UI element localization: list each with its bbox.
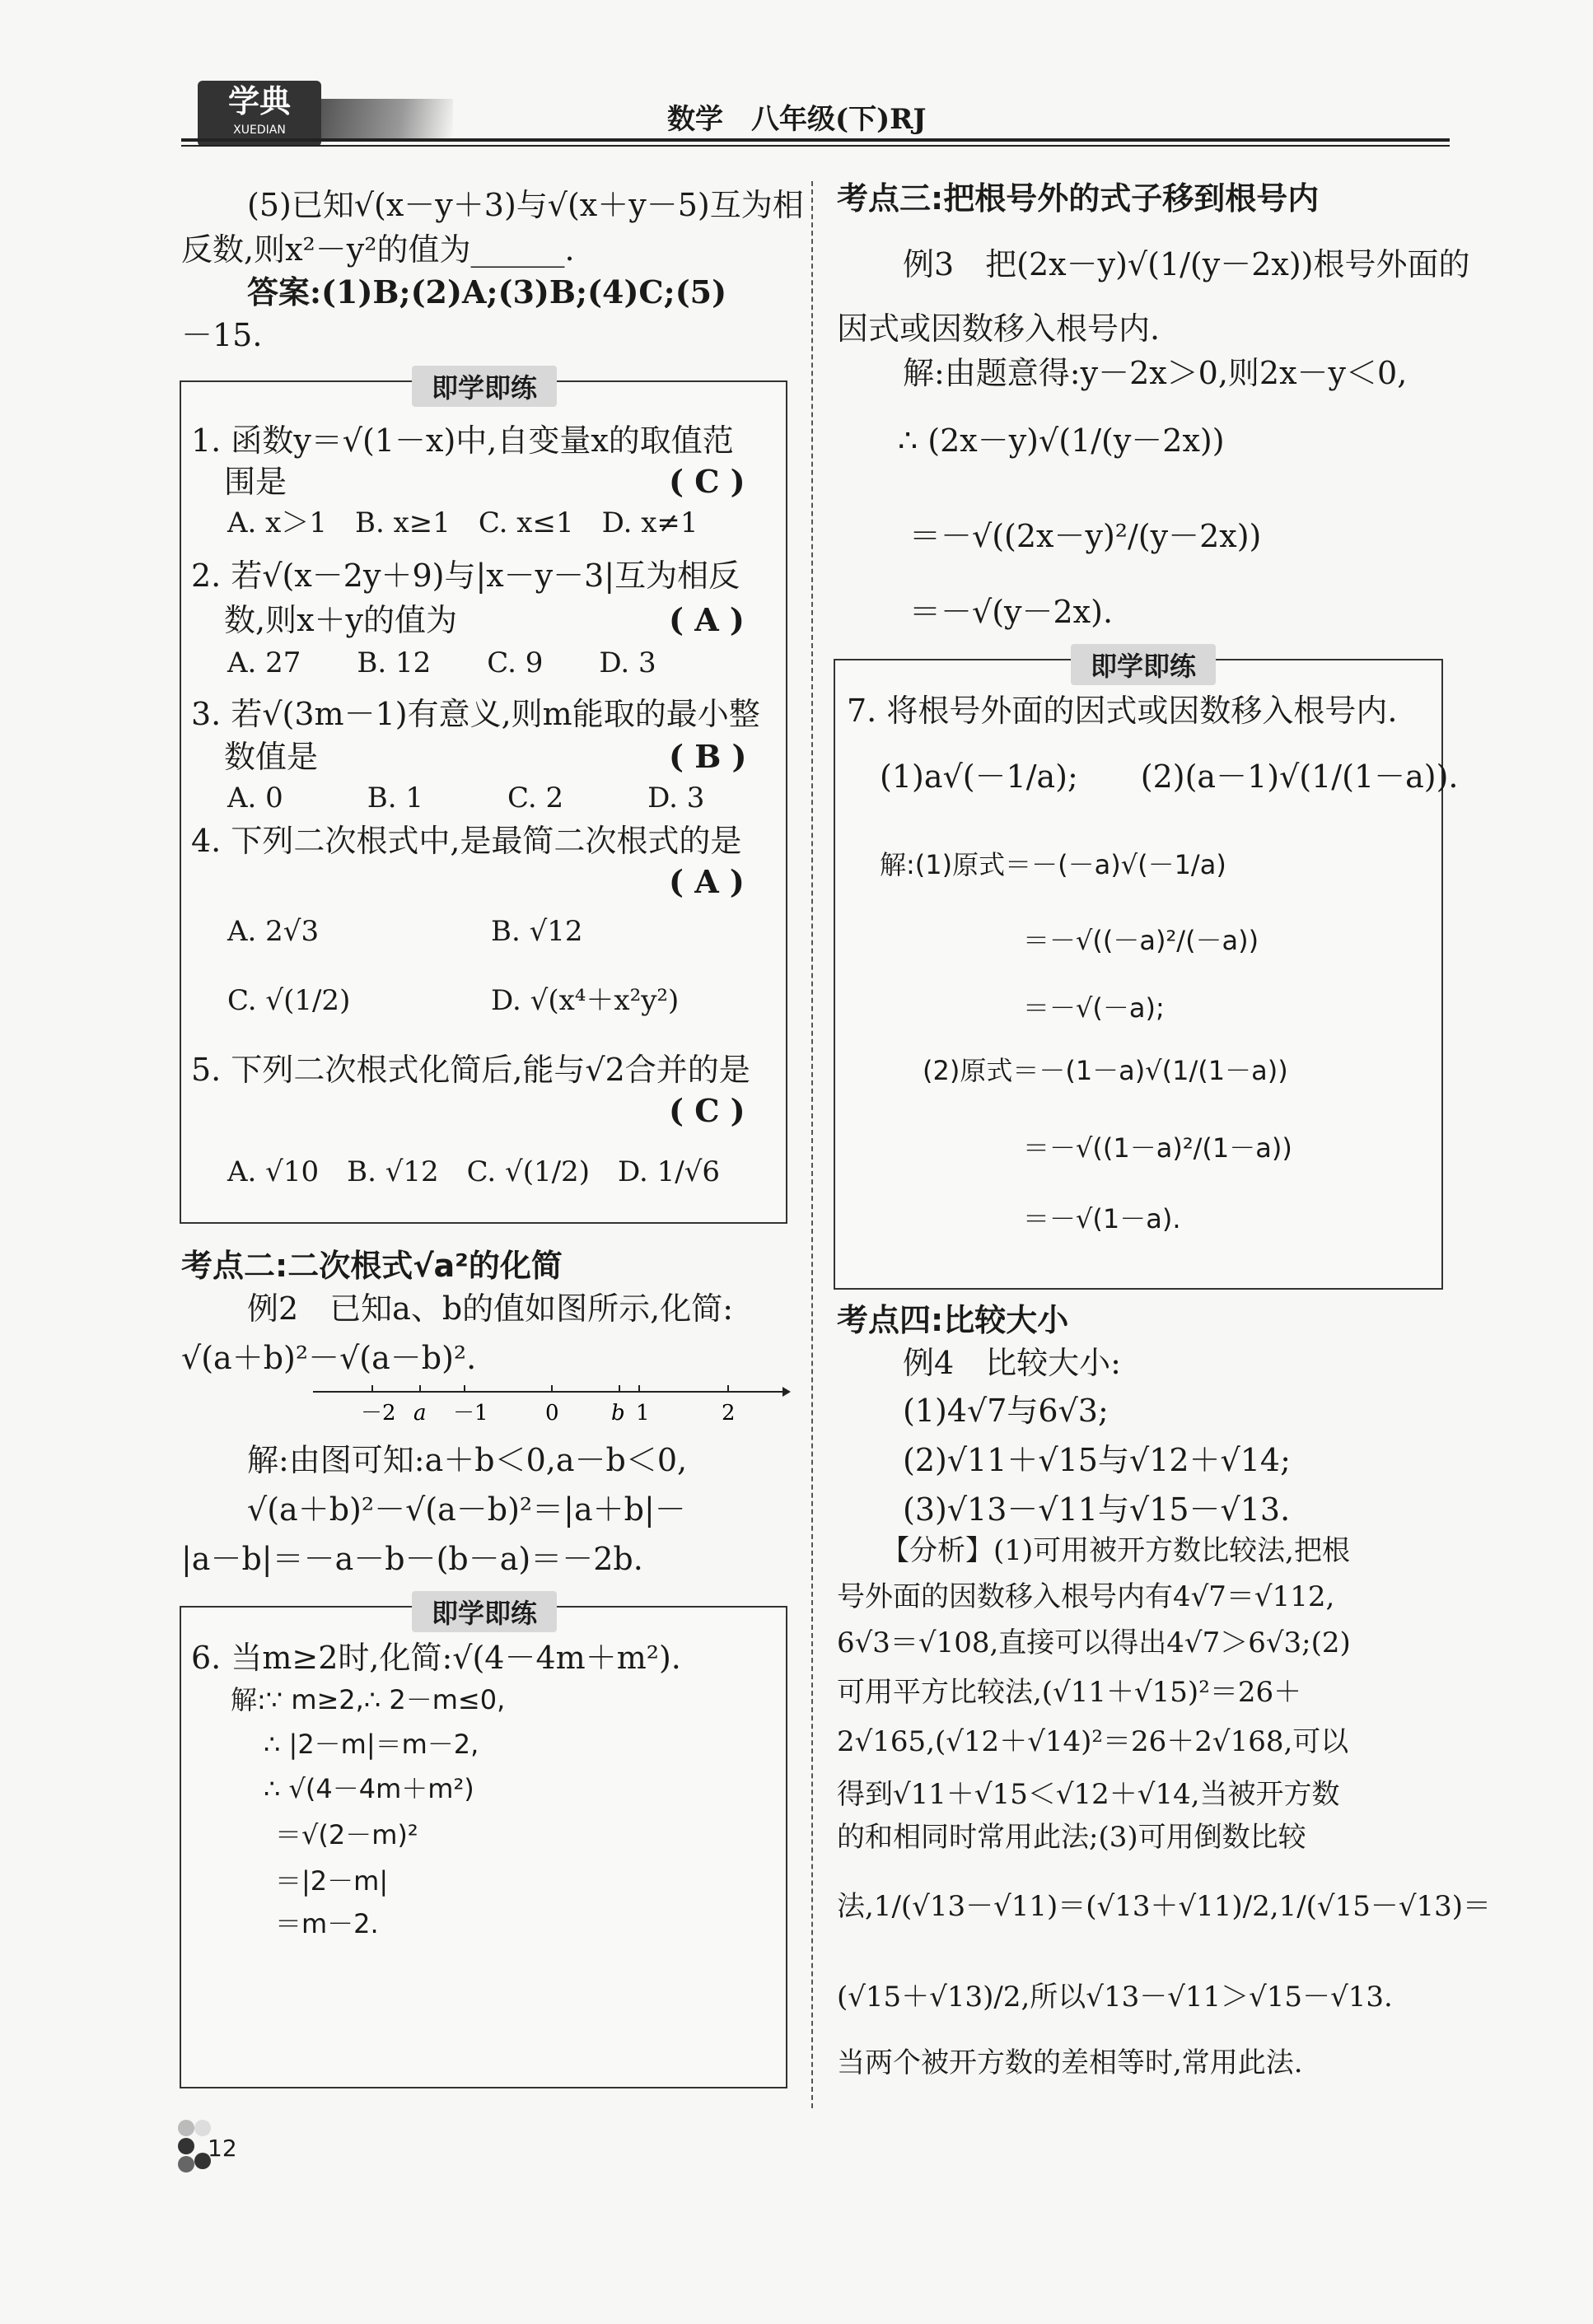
p7-sol-5: ＝－√((1－a)²/(1－a)): [1023, 1132, 1292, 1164]
answer-line2: －15.: [181, 317, 263, 353]
p6-sol-4: ＝√(2－m)²: [275, 1819, 418, 1850]
p6-sol-5: ＝|2－m|: [275, 1865, 389, 1897]
p1-answer: ( C ): [669, 463, 745, 500]
number-line: [313, 1384, 791, 1433]
p1-line2: 围是: [224, 464, 287, 500]
p1-options: A. x＞1 B. x≥1 C. x≤1 D. x≠1: [227, 506, 698, 539]
p7-sol-1: 解:(1)原式＝－(－a)√(－1/a): [880, 849, 1226, 880]
analysis-8: 法,1/(√13－√11)＝(√13＋√11)/2,1/(√15－√13)＝: [837, 1890, 1492, 1923]
kp2-title: 考点二:二次根式√a²的化简: [181, 1248, 563, 1284]
analysis-4: 可用平方比较法,(√11＋√15)²＝26＋: [837, 1676, 1302, 1709]
header-subject: 数学 八年级(下)RJ: [667, 103, 927, 136]
sol2-line2: √(a＋b)²－√(a－b)²＝|a＋b|－: [247, 1491, 686, 1528]
analysis-6: 得到√11＋√15＜√12＋√14,当被开方数: [837, 1778, 1340, 1811]
label-neg1: －1: [453, 1401, 488, 1426]
p4-option-a: A. 2√3: [227, 915, 320, 948]
p4-option-c: C. √(1/2): [227, 984, 351, 1017]
p3-options: A. 0 B. 1 C. 2 D. 3: [227, 782, 705, 814]
logo: [198, 81, 321, 147]
practice-box-2-label: 即学即练: [412, 1591, 557, 1632]
label-2: 2: [722, 1401, 736, 1426]
p6-sol-1: 解:∵ m≥2,∴ 2－m≤0,: [231, 1684, 506, 1715]
analysis-7: 的和相同时常用此法;(3)可用倒数比较: [837, 1821, 1306, 1854]
p1-line1: 1. 函数y＝√(1－x)中,自变量x的取值范: [191, 422, 734, 459]
p2-options: A. 27 B. 12 C. 9 D. 3: [227, 646, 656, 679]
answer-line1: 答案:(1)B;(2)A;(3)B;(4)C;(5): [247, 273, 727, 310]
p2-line2: 数,则x＋y的值为: [224, 602, 457, 638]
ex2-line1: 例2 已知a、b的值如图所示,化简:: [247, 1290, 734, 1327]
p7-sol-4: (2)原式＝－(1－a)√(1/(1－a)): [923, 1055, 1288, 1086]
p4-option-d: D. √(x⁴＋x²y²): [491, 984, 680, 1017]
p5-options: A. √10 B. √12 C. √(1/2) D. 1/√6: [227, 1155, 721, 1188]
p2-answer: ( A ): [669, 601, 745, 638]
p5-answer: ( C ): [669, 1092, 745, 1129]
p7-sol-6: ＝－√(1－a).: [1023, 1203, 1181, 1234]
analysis-2: 号外面的因数移入根号内有4√7＝√112,: [837, 1580, 1335, 1613]
p3-line2: 数值是: [224, 739, 319, 775]
sol3-line2: ∴ (2x－y)√(1/(y－2x)): [898, 422, 1225, 459]
p5-line1: 5. 下列二次根式化简后,能与√2合并的是: [191, 1052, 750, 1088]
p6-sol-6: ＝m－2.: [275, 1908, 379, 1939]
ex3-line2: 因式或因数移入根号内.: [837, 310, 1161, 347]
p7-sol-2: ＝－√((－a)²/(－a)): [1023, 925, 1259, 956]
q5-line1: (5)已知√(x－y＋3)与√(x＋y－5)互为相: [247, 187, 804, 223]
analysis-9: (√15＋√13)/2,所以√13－√11＞√15－√13.: [837, 1981, 1393, 2014]
analysis-3: 6√3＝√108,直接可以得出4√7＞6√3;(2): [837, 1626, 1351, 1659]
practice-box-3-label: 即学即练: [1071, 644, 1216, 685]
practice-box-3: [834, 659, 1443, 1290]
label-neg2: －2: [361, 1401, 396, 1426]
sol3-line4: ＝－√(y－2x).: [909, 594, 1114, 630]
ex3-line1: 例3 把(2x－y)√(1/(y－2x))根号外面的: [903, 246, 1470, 282]
ex4-line1: 例4 比较大小:: [903, 1345, 1121, 1381]
logo-title: 学典: [227, 83, 291, 119]
q5-line2: 反数,则x²－y²的值为______.: [181, 231, 575, 268]
page-number: 12: [208, 2135, 237, 2162]
p3-line1: 3. 若√(3m－1)有意义,则m能取的最小整: [191, 696, 760, 732]
kp3-title: 考点三:把根号外的式子移到根号内: [837, 180, 1320, 217]
p7-line1: 7. 将根号外面的因式或因数移入根号内.: [847, 693, 1398, 729]
p6-sol-2: ∴ |2－m|＝m－2,: [264, 1729, 479, 1760]
label-b: b: [611, 1401, 625, 1426]
practice-box-1-label: 即学即练: [412, 366, 557, 407]
analysis-1: 【分析】(1)可用被开方数比较法,把根: [881, 1534, 1350, 1567]
sol2-line3: |a－b|＝－a－b－(b－a)＝－2b.: [181, 1541, 643, 1577]
sol3-line1: 解:由题意得:y－2x＞0,则2x－y＜0,: [903, 355, 1408, 391]
analysis-5: 2√165,(√12＋√14)²＝26＋2√168,可以: [837, 1725, 1349, 1758]
ex2-line2: √(a＋b)²－√(a－b)².: [181, 1340, 477, 1376]
ex4-line3: (2)√11＋√15与√12＋√14;: [903, 1442, 1291, 1478]
logo-subtitle: XUEDIAN: [233, 124, 286, 137]
label-0: 0: [545, 1401, 559, 1426]
ex4-line2: (1)4√7与6√3;: [903, 1393, 1109, 1429]
number-line-arrow: [782, 1387, 791, 1397]
p4-answer: ( A ): [669, 863, 745, 900]
p3-answer: ( B ): [669, 738, 747, 775]
analysis-10: 当两个被开方数的差相等时,常用此法.: [837, 2046, 1303, 2079]
sol2-line1: 解:由图可知:a＋b＜0,a－b＜0,: [247, 1442, 688, 1478]
p6-line1: 6. 当m≥2时,化简:√(4－4m＋m²).: [191, 1640, 681, 1676]
label-1: 1: [636, 1401, 650, 1426]
header-rule-thin: [181, 145, 1450, 147]
ex4-line4: (3)√13－√11与√15－√13.: [903, 1491, 1291, 1528]
sol3-line3: ＝－√((2x－y)²/(y－2x)): [909, 518, 1262, 554]
p6-sol-3: ∴ √(4－4m＋m²): [264, 1773, 474, 1804]
p2-line1: 2. 若√(x－2y＋9)与|x－y－3|互为相反: [191, 558, 740, 594]
p7-sol-3: ＝－√(－a);: [1023, 992, 1165, 1024]
header-swoosh: [321, 99, 453, 140]
column-divider: [811, 181, 813, 2108]
p4-line1: 4. 下列二次根式中,是最简二次根式的是: [191, 823, 742, 859]
kp4-title: 考点四:比较大小: [837, 1302, 1069, 1338]
label-a: a: [413, 1401, 427, 1426]
p7-line2: (1)a√(－1/a); (2)(a－1)√(1/(1－a)).: [880, 758, 1459, 795]
p4-option-b: B. √12: [491, 915, 583, 948]
